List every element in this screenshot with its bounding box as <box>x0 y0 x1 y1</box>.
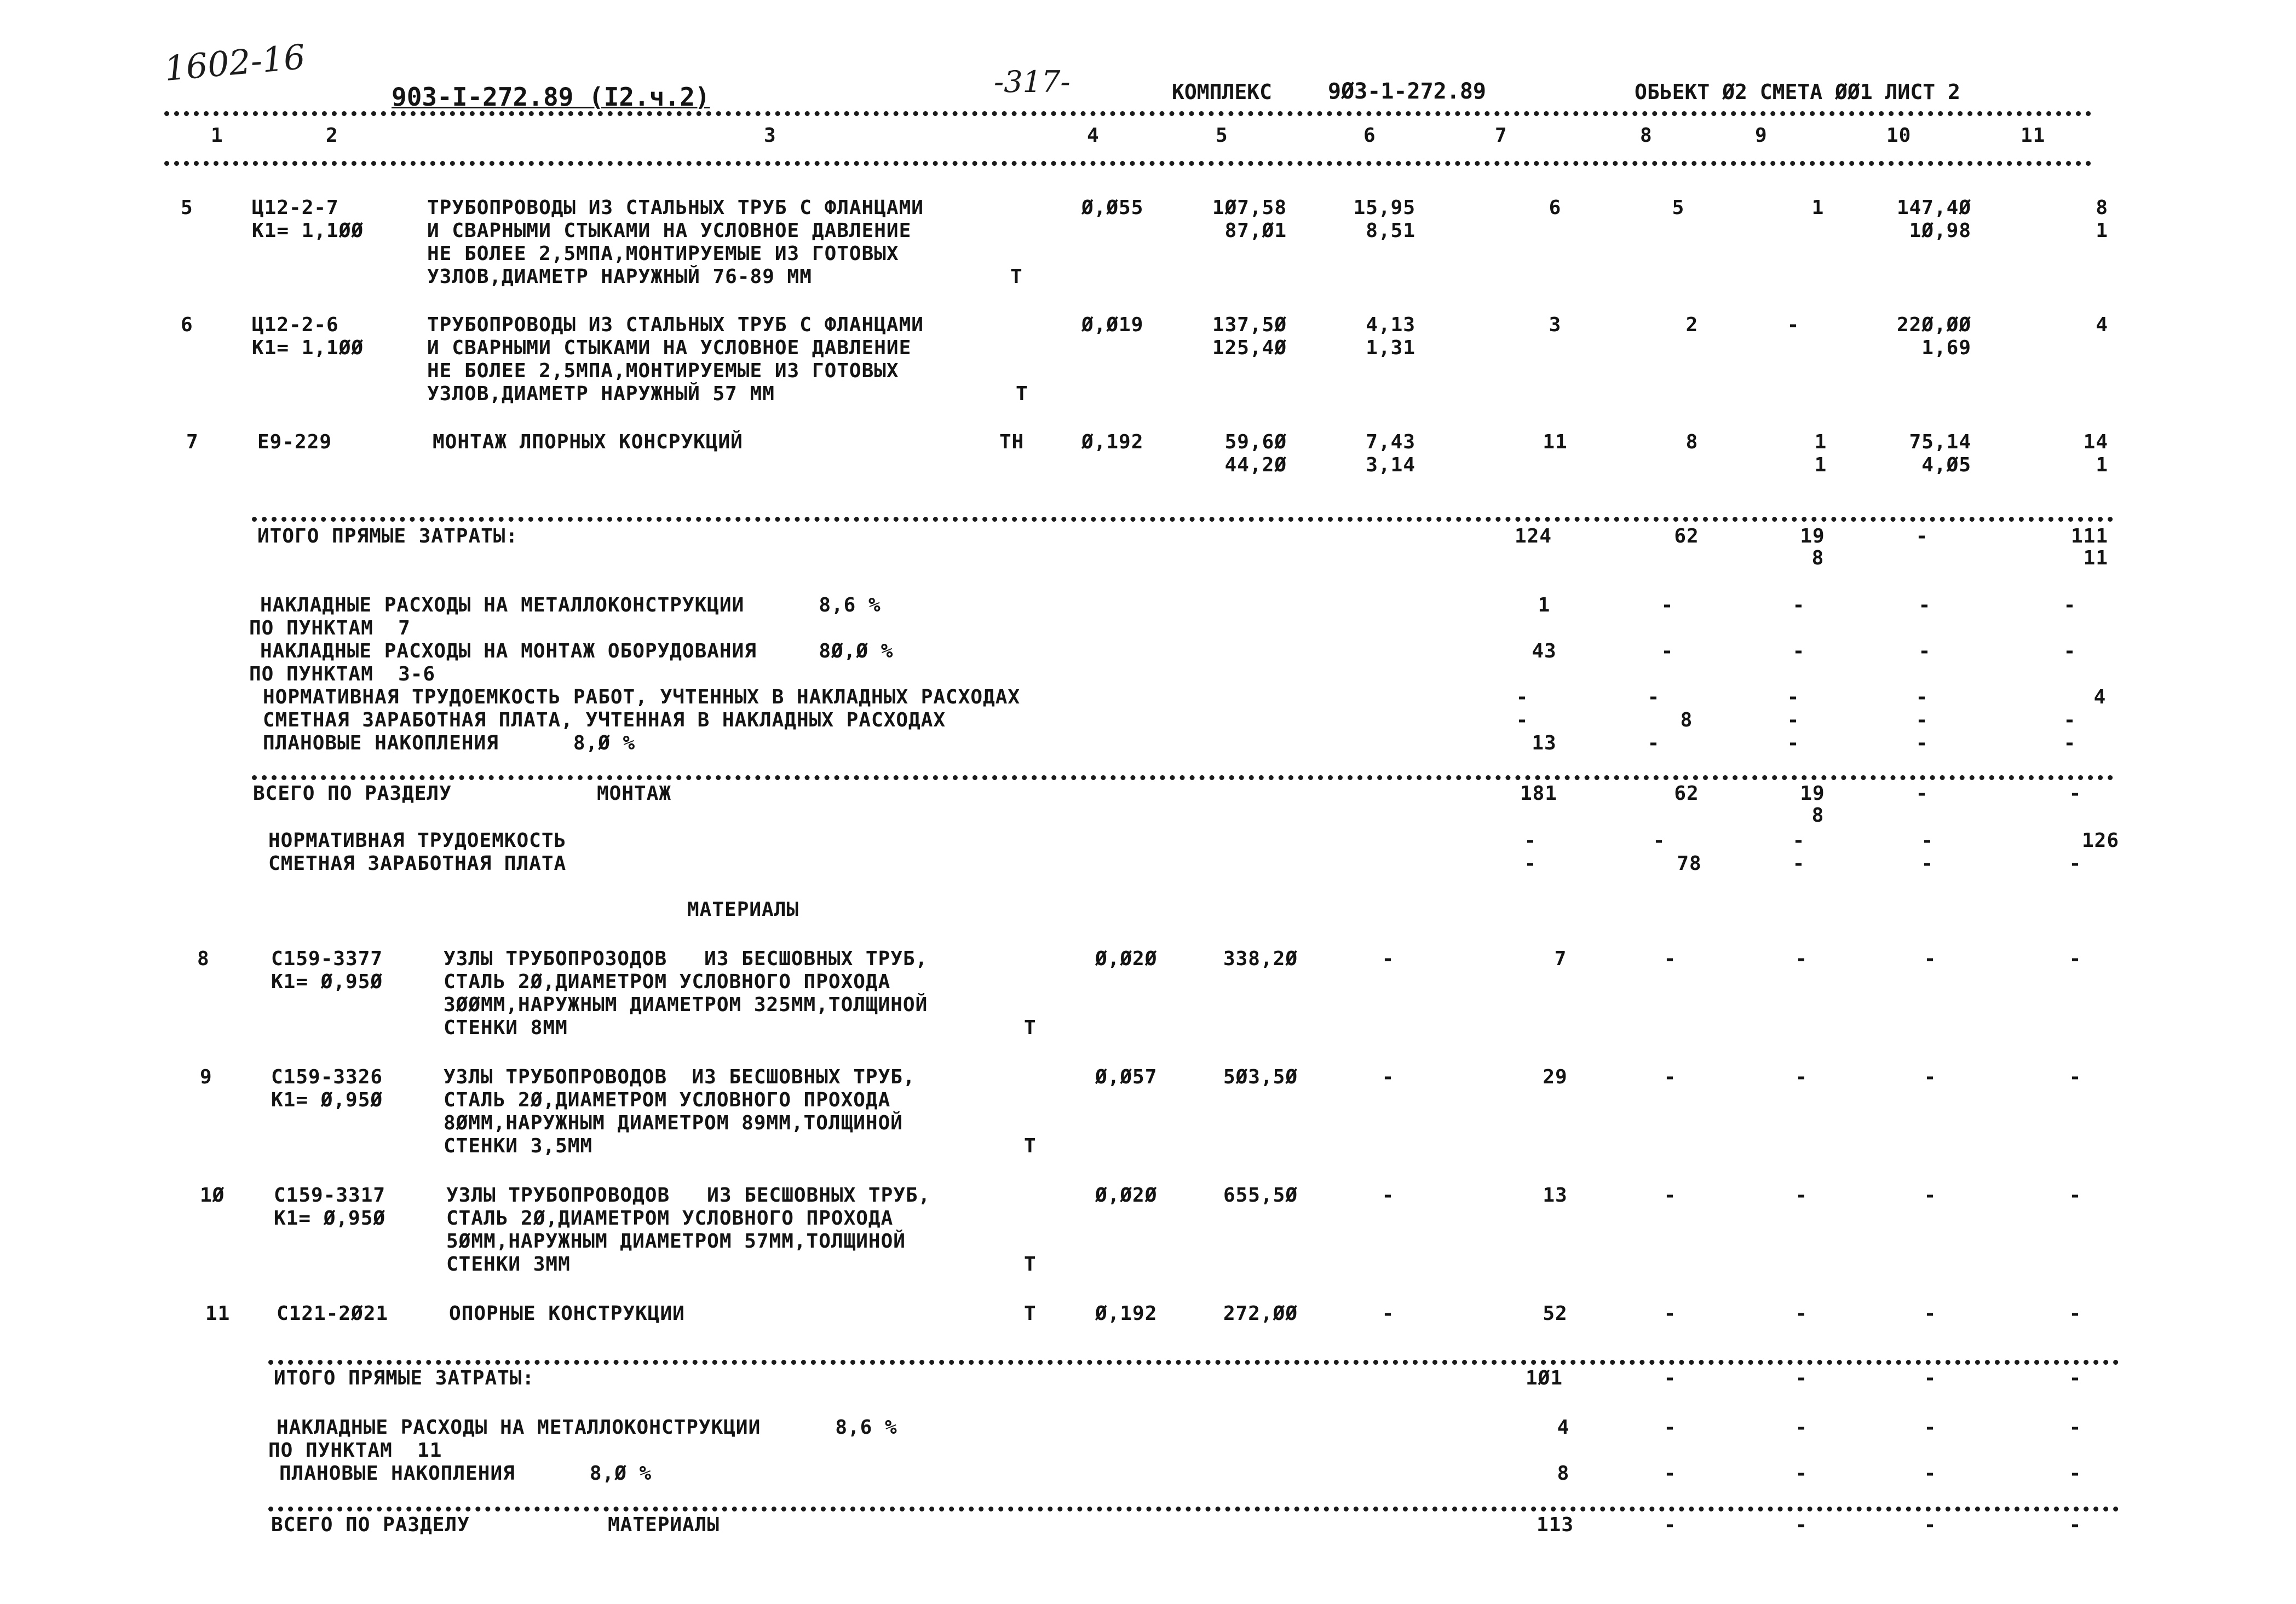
row-col7: 13 <box>1543 1184 1568 1207</box>
row-code: Е9-229 <box>257 431 332 453</box>
header-separator-bottom <box>164 161 2092 166</box>
overhead-col8: - <box>1664 1462 1677 1485</box>
row-quantity: Ø,192 <box>1081 431 1144 453</box>
row-col9: 1 <box>1811 197 1825 219</box>
overhead-col9: - <box>1792 594 1805 616</box>
col-num: 10 <box>1886 124 1912 147</box>
row-col10-b: 1Ø,98 <box>1909 220 1971 242</box>
row-col9-b: 1 <box>1814 454 1827 476</box>
row-col10: - <box>1924 1302 1937 1325</box>
section-total-col9-a: 19 <box>1800 782 1825 805</box>
norm-col8: 78 <box>1677 852 1702 875</box>
row-col5-a: 1Ø7,58 <box>1212 197 1287 219</box>
row-col7: 29 <box>1543 1066 1568 1088</box>
row-col11-a: 14 <box>2083 431 2108 453</box>
row-quantity: Ø,Ø2Ø <box>1095 948 1158 970</box>
overhead-note: ПО ПУНКТАМ 3-6 <box>249 663 436 685</box>
row-code: Ц12-2-7 <box>252 197 339 219</box>
row-col8: 2 <box>1685 314 1699 336</box>
row-description-line: И СВАРНЫМИ СТЫКАМИ НА УСЛОВНОЕ ДАВЛЕНИЕ <box>427 337 912 359</box>
total-label: ИТОГО ПРЯМЫЕ ЗАТРАТЫ: <box>257 525 519 547</box>
total-label: ИТОГО ПРЯМЫЕ ЗАТРАТЫ: <box>274 1367 535 1389</box>
row-col5-a: 59,6Ø <box>1224 431 1287 453</box>
row-col11-b: 1 <box>2096 454 2108 476</box>
norm-col11: - <box>2069 852 2082 875</box>
overhead-line: ПЛАНОВЫЕ НАКОПЛЕНИЯ 8,Ø % <box>263 732 636 754</box>
total-col7: 1Ø1 <box>1525 1367 1563 1389</box>
overhead-col10: - <box>1924 1416 1937 1439</box>
row-col9: - <box>1795 948 1808 970</box>
row-code: С159-3317 <box>274 1184 386 1207</box>
row-col6: - <box>1382 1302 1395 1325</box>
row-unit: Т <box>1024 1253 1037 1276</box>
row-col6-a: 4,13 <box>1366 314 1415 336</box>
total-col11-b: 11 <box>2083 547 2108 569</box>
overhead-line: НОРМАТИВНАЯ ТРУДОЕМКОСТЬ РАБОТ, УЧТЕННЫХ В НАКЛАДНЫХ РАСХОДАХ <box>263 686 1021 708</box>
row-col5-b: 44,2Ø <box>1224 454 1287 476</box>
row-col7: 7 <box>1554 948 1567 970</box>
row-col11-b: 1 <box>2096 220 2108 242</box>
col-num: 5 <box>1216 124 1228 147</box>
section-total-col8: - <box>1664 1514 1677 1536</box>
col-num: 3 <box>764 124 776 147</box>
row-description-line: СТАЛЬ 2Ø,ДИАМЕТРОМ УСЛОВНОГО ПРОХОДА <box>444 971 891 993</box>
row-description-line: СТАЛЬ 2Ø,ДИАМЕТРОМ УСЛОВНОГО ПРОХОДА <box>446 1207 894 1230</box>
section-total-col9: - <box>1795 1514 1808 1536</box>
overhead-col7: 13 <box>1532 732 1557 754</box>
row-description-line: УЗЛОВ,ДИАМЕТР НАРУЖНЫЙ 76-89 ММ <box>427 266 812 288</box>
row-quantity: Ø,Ø19 <box>1081 314 1144 336</box>
overhead-col7: - <box>1516 686 1529 708</box>
norm-line: СМЕТНАЯ ЗАРАБОТНАЯ ПЛАТА <box>268 852 567 875</box>
row-description-line: ТРУБОПРОВОДЫ ИЗ СТАЛЬНЫХ ТРУБ С ФЛАНЦАМИ <box>427 197 924 219</box>
row-col5: 655,5Ø <box>1223 1184 1298 1207</box>
total-col10: - <box>1924 1367 1937 1389</box>
total-col8: 62 <box>1674 525 1699 547</box>
overhead-col10: - <box>1924 1462 1937 1485</box>
row-description-line: УЗЛЫ ТРУБОПРОЗОДОВ ИЗ БЕСШОВНЫХ ТРУБ, <box>444 948 928 970</box>
section-total-col9-b: 8 <box>1811 804 1825 827</box>
page-mark: -317- <box>994 65 1071 99</box>
norm-col9: - <box>1792 829 1805 852</box>
row-col8: - <box>1664 1066 1677 1088</box>
total-col11: - <box>2069 1367 2082 1389</box>
dotted-separator <box>252 517 2114 522</box>
row-number: 1Ø <box>200 1184 225 1207</box>
overhead-col9: - <box>1792 640 1805 662</box>
overhead-col9: - <box>1787 686 1800 708</box>
row-col9: - <box>1795 1066 1808 1088</box>
row-unit: Т <box>1024 1017 1037 1039</box>
row-number: 5 <box>181 197 193 219</box>
row-col11: - <box>2069 1066 2082 1088</box>
complex-label: КОМПЛЕКС <box>1172 80 1273 104</box>
row-col6-b: 8,51 <box>1366 220 1415 242</box>
overhead-line: НАКЛАДНЫЕ РАСХОДЫ НА МЕТАЛЛОКОНСТРУКЦИИ 8,6 % <box>260 594 881 616</box>
row-col7: 11 <box>1543 431 1568 453</box>
row-description-line: 5ØММ,НАРУЖНЫМ ДИАМЕТРОМ 57ММ,ТОЛЩИНОЙ <box>446 1230 906 1253</box>
row-col6-b: 3,14 <box>1366 454 1415 476</box>
overhead-col8: - <box>1664 1416 1677 1439</box>
row-col7: 3 <box>1549 314 1562 336</box>
dotted-separator <box>268 1507 2119 1511</box>
norm-col8: - <box>1653 829 1666 852</box>
overhead-line: СМЕТНАЯ ЗАРАБОТНАЯ ПЛАТА, УЧТЕННАЯ В НАКЛАДНЫХ РАСХОДАХ <box>263 709 946 731</box>
row-quantity: Ø,192 <box>1095 1302 1158 1325</box>
overhead-col8: - <box>1647 732 1660 754</box>
norm-col7: - <box>1524 829 1537 852</box>
row-col7: 52 <box>1543 1302 1568 1325</box>
overhead-col7: 43 <box>1532 640 1557 662</box>
section-total-name: МАТЕРИАЛЫ <box>608 1514 720 1536</box>
overhead-col11: - <box>2069 1416 2082 1439</box>
document-code: 903-I-272.89 (I2.ч.2) <box>392 82 710 112</box>
row-description-line: ТРУБОПРОВОДЫ ИЗ СТАЛЬНЫХ ТРУБ С ФЛАНЦАМИ <box>427 314 924 336</box>
row-col10: - <box>1924 948 1937 970</box>
overhead-col9: - <box>1787 732 1800 754</box>
norm-col11: 126 <box>2081 829 2119 852</box>
row-description-line: ОПОРНЫЕ КОНСТРУКЦИИ <box>449 1302 685 1325</box>
row-col10: - <box>1924 1066 1937 1088</box>
row-col11: - <box>2069 1184 2082 1207</box>
row-col6: - <box>1382 948 1395 970</box>
row-col5-b: 125,4Ø <box>1212 337 1287 359</box>
overhead-col11: - <box>2063 709 2076 731</box>
complex-code: 9Ø3-1-272.89 <box>1328 79 1486 104</box>
row-quantity: Ø,Ø2Ø <box>1095 1184 1158 1207</box>
overhead-col7: 1 <box>1538 594 1551 616</box>
row-col6-a: 15,95 <box>1353 197 1415 219</box>
row-description-line: МОНТАЖ ЛПОРНЫХ КОНСРУКЦИЙ <box>433 431 743 453</box>
row-col8: 5 <box>1672 197 1685 219</box>
row-unit: ТН <box>999 431 1025 453</box>
norm-col10: - <box>1921 852 1934 875</box>
row-description-line: УЗЛЫ ТРУБОПРОВОДОВ ИЗ БЕСШОВНЫХ ТРУБ, <box>446 1184 931 1207</box>
row-description-line: СТЕНКИ 3,5ММ <box>444 1135 593 1157</box>
row-coefficient: К1= Ø,95Ø <box>274 1207 386 1230</box>
section-total-col7: 181 <box>1520 782 1558 805</box>
total-col11-a: 111 <box>2070 525 2108 547</box>
norm-col10: - <box>1921 829 1934 852</box>
row-col11-a: 8 <box>2096 197 2108 219</box>
overhead-col7: 8 <box>1557 1462 1570 1485</box>
row-description-line: НЕ БОЛЕЕ 2,5МПА,МОНТИРУЕМЫЕ ИЗ ГОТОВЫХ <box>427 360 899 382</box>
section-total-label: ВСЕГО ПО РАЗДЕЛУ <box>253 782 452 805</box>
col-num: 4 <box>1087 124 1100 147</box>
row-description-line: УЗЛЫ ТРУБОПРОВОДОВ ИЗ БЕСШОВНЫХ ТРУБ, <box>444 1066 916 1088</box>
overhead-col10: - <box>1918 594 1931 616</box>
row-col7: 6 <box>1549 197 1562 219</box>
row-col10-b: 4,Ø5 <box>1921 454 1971 476</box>
col-num: 2 <box>326 124 338 147</box>
header-separator-top <box>164 111 2092 116</box>
section-total-col10: - <box>1924 1514 1937 1536</box>
row-description-line: 8ØММ,НАРУЖНЫМ ДИАМЕТРОМ 89ММ,ТОЛЩИНОЙ <box>444 1112 903 1134</box>
row-number: 8 <box>197 948 210 970</box>
row-col6: - <box>1382 1066 1395 1088</box>
row-unit: Т <box>1016 383 1028 405</box>
row-col6-b: 1,31 <box>1366 337 1415 359</box>
row-description-line: СТЕНКИ 3ММ <box>446 1253 571 1276</box>
row-col9: - <box>1795 1184 1808 1207</box>
row-number: 11 <box>205 1302 231 1325</box>
row-col10-a: 22Ø,ØØ <box>1896 314 1971 336</box>
section-total-name: МОНТАЖ <box>597 782 672 805</box>
row-col9-a: 1 <box>1814 431 1827 453</box>
col-num: 6 <box>1363 124 1376 147</box>
overhead-col11: 4 <box>2093 686 2107 708</box>
col-num: 11 <box>2021 124 2046 147</box>
row-description-line: 3ØØММ,НАРУЖНЫМ ДИАМЕТРОМ 325ММ,ТОЛЩИНОЙ <box>444 994 928 1016</box>
section-total-col11: - <box>2069 782 2082 805</box>
total-col9-b: 8 <box>1811 547 1825 569</box>
overhead-col11: - <box>2063 594 2076 616</box>
overhead-col10: - <box>1915 709 1929 731</box>
row-unit: Т <box>1024 1135 1037 1157</box>
overhead-note: ПО ПУНКТАМ 11 <box>268 1439 442 1462</box>
row-col11: - <box>2069 1302 2082 1325</box>
row-coefficient: К1= 1,1ØØ <box>252 337 364 359</box>
row-col6-a: 7,43 <box>1366 431 1415 453</box>
overhead-col8: - <box>1661 594 1674 616</box>
row-col11-a: 4 <box>2096 314 2108 336</box>
row-col8: - <box>1664 1302 1677 1325</box>
row-code: С121-2Ø21 <box>277 1302 389 1325</box>
row-code: С159-3377 <box>271 948 383 970</box>
col-num: 1 <box>211 124 223 147</box>
overhead-col8: - <box>1647 686 1660 708</box>
row-col8: 8 <box>1685 431 1699 453</box>
overhead-col8: - <box>1661 640 1674 662</box>
row-col8: - <box>1664 1184 1677 1207</box>
norm-col7: - <box>1524 852 1537 875</box>
row-description-line: И СВАРНЫМИ СТЫКАМИ НА УСЛОВНОЕ ДАВЛЕНИЕ <box>427 220 912 242</box>
row-coefficient: К1= Ø,95Ø <box>271 1089 383 1111</box>
row-col9: - <box>1795 1302 1808 1325</box>
row-col10-a: 147,4Ø <box>1896 197 1971 219</box>
row-quantity: Ø,Ø57 <box>1095 1066 1158 1088</box>
dotted-separator <box>268 1360 2119 1365</box>
norm-col9: - <box>1792 852 1805 875</box>
row-col5: 272,ØØ <box>1223 1302 1298 1325</box>
overhead-line: ПЛАНОВЫЕ НАКОПЛЕНИЯ 8,Ø % <box>279 1462 652 1485</box>
overhead-col11: - <box>2063 732 2076 754</box>
overhead-col10: - <box>1915 732 1929 754</box>
materials-heading: МАТЕРИАЛЫ <box>687 898 799 921</box>
row-col5: 338,2Ø <box>1223 948 1298 970</box>
row-description-line: УЗЛОВ,ДИАМЕТР НАРУЖНЫЙ 57 ММ <box>427 383 775 405</box>
norm-line: НОРМАТИВНАЯ ТРУДОЕМКОСТЬ <box>268 829 567 852</box>
dotted-separator <box>252 775 2114 780</box>
overhead-col9: - <box>1795 1416 1808 1439</box>
row-coefficient: К1= Ø,95Ø <box>271 971 383 993</box>
row-col10-a: 75,14 <box>1909 431 1971 453</box>
handwritten-reference: 1602-16 <box>163 36 307 89</box>
row-col5-b: 87,Ø1 <box>1224 220 1287 242</box>
row-col10: - <box>1924 1184 1937 1207</box>
section-total-label: ВСЕГО ПО РАЗДЕЛУ <box>271 1514 470 1536</box>
row-number: 9 <box>200 1066 212 1088</box>
row-col5: 5Ø3,5Ø <box>1223 1066 1298 1088</box>
row-code: Ц12-2-6 <box>252 314 339 336</box>
section-total-col8: 62 <box>1674 782 1699 805</box>
overhead-line: НАКЛАДНЫЕ РАСХОДЫ НА МЕТАЛЛОКОНСТРУКЦИИ 8,6 % <box>277 1416 897 1439</box>
row-col5-a: 137,5Ø <box>1212 314 1287 336</box>
overhead-col11: - <box>2063 640 2076 662</box>
overhead-col9: - <box>1787 709 1800 731</box>
total-col9: - <box>1795 1367 1808 1389</box>
section-total-col7: 113 <box>1536 1514 1574 1536</box>
overhead-col10: - <box>1918 640 1931 662</box>
total-col7: 124 <box>1514 525 1552 547</box>
row-col9: - <box>1787 314 1800 336</box>
section-total-col10: - <box>1915 782 1929 805</box>
row-col8: - <box>1664 948 1677 970</box>
row-number: 6 <box>181 314 193 336</box>
row-col11: - <box>2069 948 2082 970</box>
row-description-line: СТАЛЬ 2Ø,ДИАМЕТРОМ УСЛОВНОГО ПРОХОДА <box>444 1089 891 1111</box>
row-code: С159-3326 <box>271 1066 383 1088</box>
section-total-col11: - <box>2069 1514 2082 1536</box>
total-col9-a: 19 <box>1800 525 1825 547</box>
overhead-col8: 8 <box>1680 709 1693 731</box>
overhead-col7: - <box>1516 709 1529 731</box>
overhead-line: НАКЛАДНЫЕ РАСХОДЫ НА МОНТАЖ ОБОРУДОВАНИЯ 8Ø,Ø % <box>260 640 894 662</box>
col-num: 9 <box>1755 124 1768 147</box>
row-description-line: НЕ БОЛЕЕ 2,5МПА,МОНТИРУЕМЫЕ ИЗ ГОТОВЫХ <box>427 243 899 265</box>
row-unit: Т <box>1010 266 1023 288</box>
total-col10: - <box>1915 525 1929 547</box>
overhead-col9: - <box>1795 1462 1808 1485</box>
col-num: 7 <box>1495 124 1507 147</box>
col-num: 8 <box>1640 124 1653 147</box>
row-description-line: СТЕНКИ 8ММ <box>444 1017 568 1039</box>
overhead-note: ПО ПУНКТАМ 7 <box>249 617 411 639</box>
object-info: ОБЬЕКТ Ø2 СМЕТА ØØ1 ЛИСТ 2 <box>1635 80 1960 104</box>
overhead-col11: - <box>2069 1462 2082 1485</box>
row-col6: - <box>1382 1184 1395 1207</box>
overhead-col7: 4 <box>1557 1416 1570 1439</box>
row-unit: Т <box>1024 1302 1037 1325</box>
row-col10-b: 1,69 <box>1921 337 1971 359</box>
total-col8: - <box>1664 1367 1677 1389</box>
row-number: 7 <box>186 431 199 453</box>
overhead-col10: - <box>1915 686 1929 708</box>
row-coefficient: К1= 1,1ØØ <box>252 220 364 242</box>
row-quantity: Ø,Ø55 <box>1081 197 1144 219</box>
